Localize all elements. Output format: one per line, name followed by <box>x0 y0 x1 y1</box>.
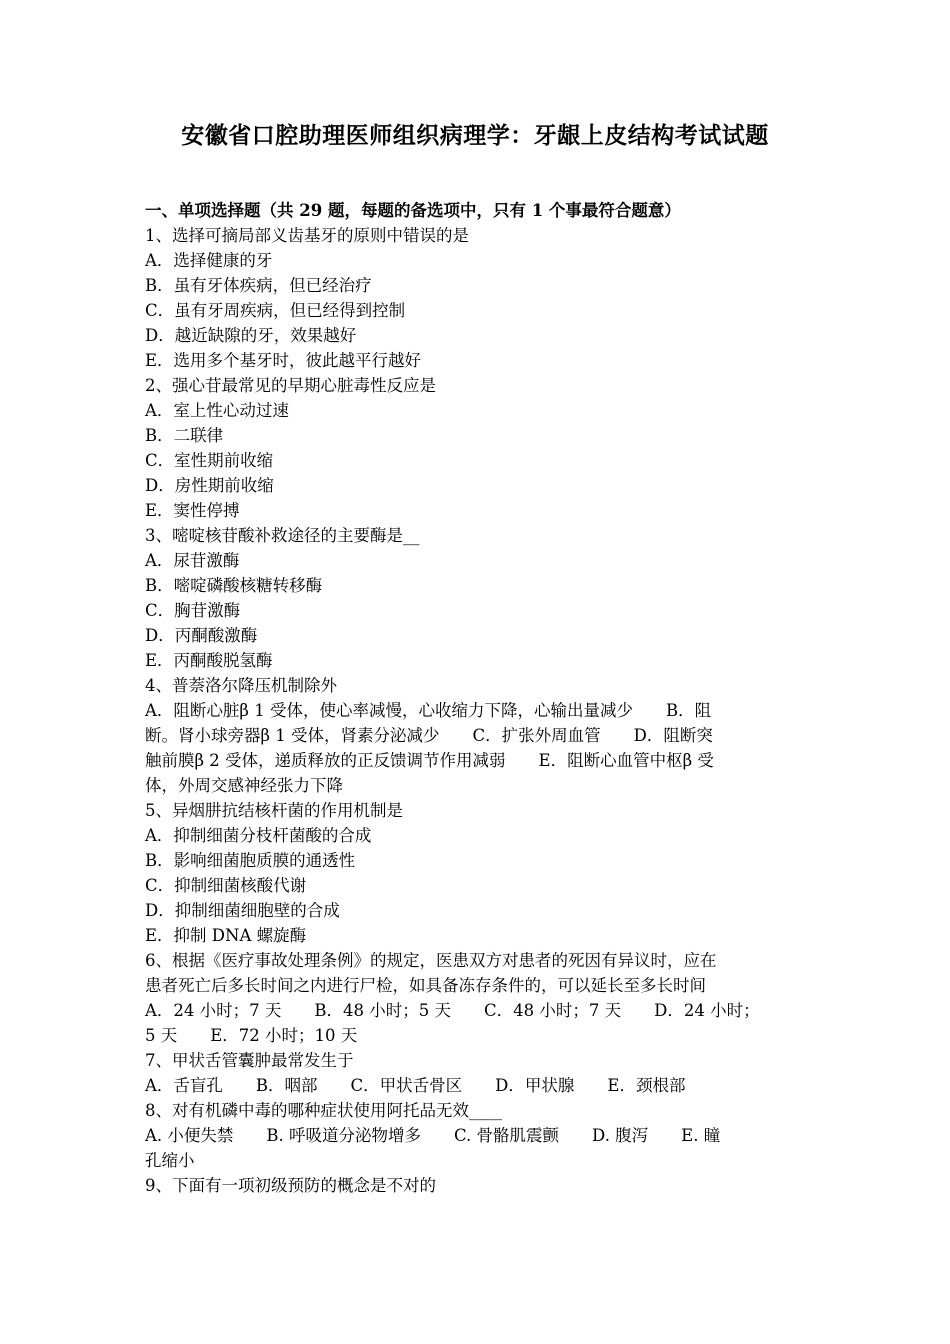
question-5: 5、异烟肼抗结核杆菌的作用机制是 <box>145 801 403 820</box>
question-8: 8、对有机磷中毒的哪种症状使用阿托品无效____ <box>145 1101 502 1120</box>
option-line: B．嘧啶磷酸核糖转移酶 <box>145 576 323 595</box>
option-paragraph-line: 体，外周交感神经张力下降 <box>145 776 343 795</box>
option-paragraph-line: A．舌盲孔 B．咽部 C．甲状舌骨区 D．甲状腺 E．颈根部 <box>145 1076 686 1095</box>
option-line: E．窦性停搏 <box>145 501 240 520</box>
question-6-continued: 患者死亡后多长时间之内进行尸检，如具备冻存条件的，可以延长至多长时间 <box>145 976 706 995</box>
question-7: 7、甲状舌管囊肿最常发生于 <box>145 1051 354 1070</box>
option-line: E．丙酮酸脱氢酶 <box>145 651 273 670</box>
option-paragraph-line: A．阻断心脏β 1 受体，使心率减慢，心收缩力下降，心输出量减少 B．阻 <box>145 701 712 720</box>
question-6: 6、根据《医疗事故处理条例》的规定，医患双方对患者的死因有异议时，应在 <box>145 951 717 970</box>
option-line: C．胸苷激酶 <box>145 601 241 620</box>
option-line: A．尿苷激酶 <box>145 551 240 570</box>
option-line: D．越近缺隙的牙，效果越好 <box>145 326 357 345</box>
question-4: 4、普萘洛尔降压机制除外 <box>145 676 337 695</box>
document-body <box>145 198 808 1198</box>
option-line: C．虽有牙周疾病，但已经得到控制 <box>145 301 406 320</box>
option-paragraph-line: 断。肾小球旁器β 1 受体，肾素分泌减少 C．扩张外周血管 D．阻断突 <box>145 726 713 745</box>
option-line: A．选择健康的牙 <box>145 251 273 270</box>
option-line: B．影响细菌胞质膜的通透性 <box>145 851 356 870</box>
option-line: D．抑制细菌细胞壁的合成 <box>145 901 340 920</box>
option-line: B．二联律 <box>145 426 224 445</box>
question-1: 1、选择可摘局部义齿基牙的原则中错误的是 <box>145 226 469 245</box>
question-2: 2、强心苷最常见的早期心脏毒性反应是 <box>145 376 436 395</box>
option-line: C．抑制细菌核酸代谢 <box>145 876 307 895</box>
option-line: A．抑制细菌分枝杆菌酸的合成 <box>145 826 372 845</box>
option-paragraph-line: 5 天 E．72 小时；10 天 <box>145 1026 358 1045</box>
option-line: E．选用多个基牙时，彼此越平行越好 <box>145 351 422 370</box>
question-9: 9、下面有一项初级预防的概念是不对的 <box>145 1176 436 1195</box>
section-header: 一、单项选择题（共 29 题，每题的备选项中，只有 1 个事最符合题意） <box>145 201 681 220</box>
option-line: B．虽有牙体疾病，但已经治疗 <box>145 276 372 295</box>
document-title: 安徽省口腔助理医师组织病理学：牙龈上皮结构考试试题 <box>181 122 769 149</box>
option-line: E．抑制 DNA 螺旋酶 <box>145 926 307 945</box>
option-paragraph-line: A．24 小时；7 天 B．48 小时；5 天 C．48 小时；7 天 D．24 小时； <box>145 1001 760 1020</box>
option-paragraph-line: 触前膜β 2 受体，递质释放的正反馈调节作用减弱 E．阻断心血管中枢β 受 <box>145 751 714 770</box>
option-paragraph-line: 孔缩小 <box>145 1151 195 1170</box>
option-paragraph-line: A. 小便失禁 B. 呼吸道分泌物增多 C. 骨骼肌震颤 D. 腹泻 E. 瞳 <box>145 1126 721 1145</box>
option-line: D．丙酮酸激酶 <box>145 626 258 645</box>
question-3: 3、嘧啶核苷酸补救途径的主要酶是__ <box>145 526 420 545</box>
option-line: C．室性期前收缩 <box>145 451 274 470</box>
option-line: A．室上性心动过速 <box>145 401 289 420</box>
option-line: D．房性期前收缩 <box>145 476 274 495</box>
